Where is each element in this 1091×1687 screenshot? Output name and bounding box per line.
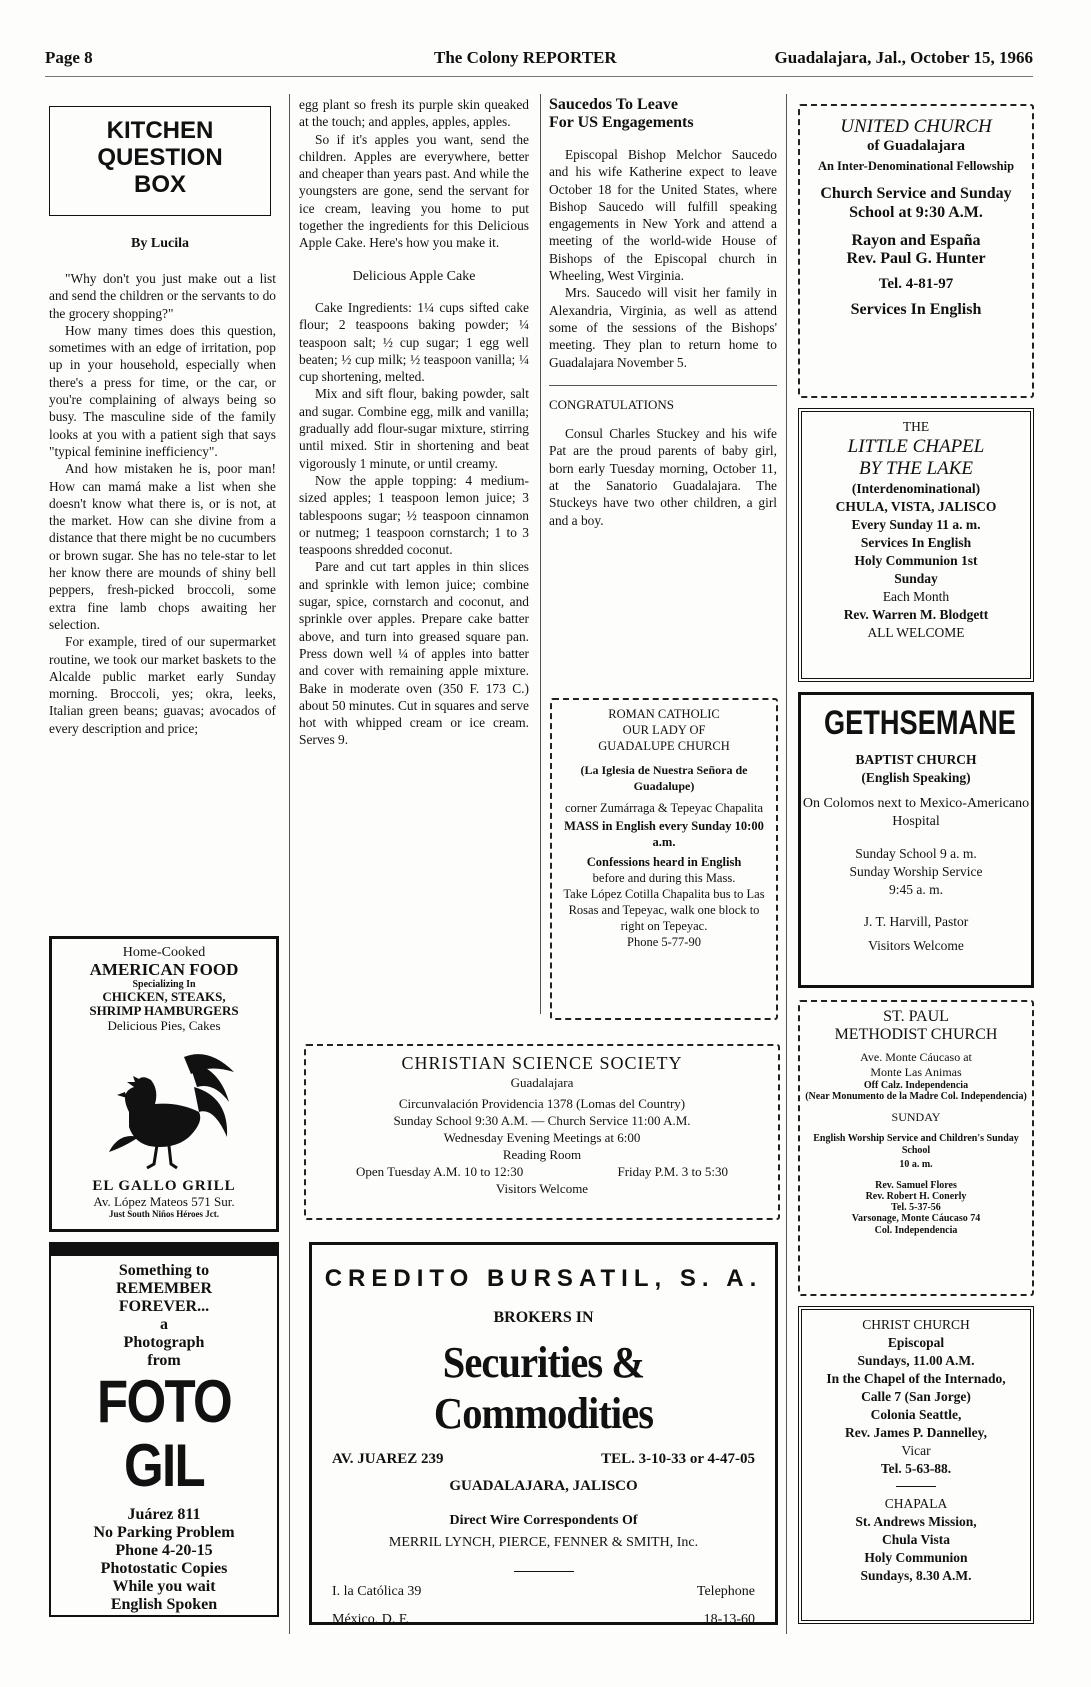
foto-gil-ad (49, 1242, 279, 1617)
credito-name: CREDITO BURSATIL, S. A. (324, 1265, 763, 1292)
article-paragraph: Cake Ingredients: 1¼ cups sifted cake flour; 2 teaspoons baking powder; ¼ teaspoon salt; ½ cup sugar; 1 egg well beaten; ½ cup milk; ½ teaspoon vanilla; ¼ cup shortening, melted. (299, 299, 529, 385)
credito-divider (514, 1571, 574, 1572)
united-rev: Rev. Paul G. Hunter (846, 250, 986, 267)
catholic-confess: Confessions heard in English (586, 855, 742, 869)
stpaul-time: 10 a. m. (899, 1159, 933, 1170)
chapel-eng: Services In English (860, 535, 972, 550)
christ-calle: Calle 7 (San Jorge) (861, 1389, 971, 1404)
stpaul-eng: English Worship Service and Children's Sunday School (813, 1133, 1019, 1156)
article-paragraph: So if it's apples you want, send the children. Apples are everywhere, better and cheaper than years past. And while the youngsters are gone, send the servant for ice cream, leaving you home to put together the ingredients for this Delicious Apple Cake. Here's how you make it. (299, 131, 529, 251)
stpaul-sunday: SUNDAY (891, 1110, 941, 1124)
science-city: Guadalajara (510, 1075, 574, 1090)
stpaul-tel: Tel. 5-37-56 (891, 1202, 941, 1213)
united-sub: An Inter-Denominational Fellowship (817, 159, 1015, 173)
gethsemane-welcome: Visitors Welcome (868, 938, 964, 953)
united-of: of Guadalajara (867, 138, 965, 154)
credito-addr: I. la Católica 39 (332, 1584, 422, 1599)
science-title: CHRISTIAN SCIENCE SOCIETY (401, 1053, 683, 1073)
stpaul-ave: Ave. Monte Cáucaso at (860, 1050, 972, 1064)
chapel-place: CHULA, VISTA, JALISCO (835, 499, 997, 514)
chapel-every: Every Sunday 11 a. m. (851, 517, 981, 532)
foto-line: Juárez 811 (127, 1506, 201, 1523)
christ-title: CHRIST CHURCH (862, 1317, 970, 1332)
gethsemane-eng: (English Speaking) (861, 770, 971, 785)
article-paragraph: Consul Charles Stuckey and his wife Pat are the proud parents of baby girl, born early Tuesday morning, October 11, at the Sanatorio Guadalajara. The Stuckeys have two other children, a girl and a boy. (549, 426, 777, 528)
catholic-line: ROMAN CATHOLIC (608, 707, 720, 721)
column-rule (786, 94, 787, 1634)
credito-securities: Securities & Commodities (433, 1338, 654, 1438)
stpaul-col: Col. Independencia (874, 1225, 958, 1236)
catholic-line: GUADALUPE CHURCH (598, 739, 730, 753)
catholic-line: OUR LADY OF (622, 723, 706, 737)
article-paragraph: "Why don't you just make out a list and send the children or the servants to do the grocery shopping?" (49, 271, 276, 321)
gethsemane-time: 9:45 a. m. (889, 882, 943, 897)
christian-science-ad (304, 1044, 780, 1220)
chapel-inter: (Interdenominational) (851, 481, 981, 496)
chapel-rev: Rev. Warren M. Blodgett (843, 607, 989, 622)
kitchen-title-line: KITCHEN (106, 117, 214, 144)
kitchen-title-line: BOX (133, 171, 186, 198)
chapel-all: ALL WELCOME (867, 625, 965, 640)
science-sched: Sunday School 9:30 A.M. — Church Service 11:00 A.M. (393, 1113, 691, 1128)
united-eng: Services In English (850, 301, 982, 318)
christ-divider (896, 1486, 936, 1487)
christ-rev: Rev. James P. Dannelley, (844, 1425, 987, 1440)
dateline: Guadalajara, Jal., October 15, 1966 (774, 48, 1033, 67)
gethsemane-worship: Sunday Worship Service (849, 864, 983, 879)
foto-line: REMEMBER (116, 1280, 212, 1297)
stpaul-vic: Varsonage, Monte Cáucaso 74 (851, 1213, 981, 1224)
christ-holy: Holy Communion (864, 1550, 968, 1565)
little-chapel-ad (798, 408, 1034, 682)
kitchen-article (49, 270, 276, 737)
christ-epis: Episcopal (887, 1335, 945, 1350)
stpaul-near: (Near Monumento de la Madre Col. Independencia) (805, 1091, 1027, 1102)
credito-brokers: BROKERS IN (493, 1309, 594, 1326)
st-paul-ad (798, 1000, 1034, 1296)
united-church-ad (798, 104, 1034, 398)
foto-line: Photograph (123, 1334, 205, 1351)
gallo-spec: Specializing In (132, 979, 196, 990)
foto-line: While you wait (112, 1578, 216, 1595)
chapel-the: THE (902, 419, 930, 434)
article-paragraph: Mix and sift flour, baking powder, salt and sugar. Combine egg, milk and vanilla; gradually add flour-sugar mixture, stirring until mixed. Stir in shortening and beat vigorously 1 minute, or until creamy. (299, 386, 529, 471)
paper-name: The Colony REPORTER (434, 48, 617, 67)
gethsemane-pastor: J. T. Harvill, Pastor (863, 914, 969, 929)
christ-tel: Tel. 5-63-88. (880, 1461, 952, 1476)
science-fri: Friday P.M. 3 to 5:30 (617, 1164, 728, 1179)
science-visitors: Visitors Welcome (495, 1181, 589, 1196)
catholic-spanish-name: (La Iglesia de Nuestra Señora de Guadalupe) (580, 763, 748, 793)
congrats-title: CONGRATULATIONS (549, 396, 674, 412)
united-title: UNITED CHURCH (840, 116, 992, 137)
foto-line: Something to (118, 1262, 210, 1279)
kitchen-title-box (49, 106, 271, 216)
recipe-article (299, 96, 529, 749)
catholic-phone: Phone 5-77-90 (627, 935, 701, 949)
foto-line: a (160, 1316, 168, 1333)
credito-num: 18-13-60 (703, 1612, 755, 1627)
article-paragraph: Now the apple topping: 4 medium-sized apples; 1 teaspoon lemon juice; 3 tablespoons sugar; ½ teaspoon cinnamon or nutmeg; 1 teaspoon cornstarch; 1 to 3 teaspoons shredded coconut. (299, 472, 529, 558)
foto-line: English Spoken (110, 1596, 218, 1613)
chapel-month: Each Month (882, 589, 950, 604)
christ-chula: Chula Vista (882, 1532, 950, 1547)
catholic-church-ad (550, 698, 778, 1020)
christ-vicar: Vicar (901, 1443, 931, 1458)
headline-line: Saucedos To Leave (549, 96, 678, 113)
gethsemane-sub: BAPTIST CHURCH (855, 752, 977, 767)
gallo-pies: Delicious Pies, Cakes (107, 1018, 221, 1033)
united-addr: Rayon and España (851, 232, 981, 249)
credito-telephone: Telephone (696, 1584, 755, 1599)
credito-city: GUADALAJARA, JALISCO (449, 1478, 638, 1494)
kitchen-byline: By Lucila (131, 236, 189, 251)
foto-line: Phone 4-20-15 (115, 1542, 213, 1559)
christ-sun: Sundays, 8.30 A.M. (860, 1568, 972, 1583)
column-rule (289, 94, 290, 1634)
credito-direct: Direct Wire Correspondents Of (449, 1513, 638, 1528)
gethsemane-school: Sunday School 9 a. m. (855, 846, 977, 861)
credito-tel: TEL. 3-10-33 or 4-47-05 (601, 1451, 755, 1467)
christ-chapala: CHAPALA (884, 1496, 948, 1511)
header-rule (45, 76, 1033, 77)
kitchen-title-line: QUESTION (97, 144, 223, 171)
article-paragraph: Mrs. Saucedo will visit her family in Alexandria, Virginia, as well as attend some of the sessions of the Bishops' meeting. They plan to return home to Guadalajara November 5. (549, 285, 777, 370)
gallo-food: AMERICAN FOOD (89, 960, 239, 979)
gethsemane-title: GETHSEMANE (824, 704, 1016, 742)
gallo-just: Just South Niños Héroes Jct. (108, 1209, 220, 1219)
column-rule (540, 94, 541, 1014)
foto-line: FOREVER... (118, 1298, 210, 1315)
foto-line: from (147, 1352, 181, 1369)
christ-chapel: In the Chapel of the Internado, (826, 1371, 1006, 1386)
chapel-name1: LITTLE CHAPEL (847, 436, 985, 457)
catholic-mass: MASS in English every Sunday 10:00 a.m. (564, 819, 764, 849)
catholic-confess2: before and during this Mass. (592, 871, 736, 885)
article-paragraph: Episcopal Bishop Melchor Saucedo and his wife Katherine expect to leave October 18 for the United States, where Bishop Saucedo will fulfill speaking engagements in New York and attend a meeting of the world-wide House of Bishops of the Episcopal church in Wheeling, West Virginia. (549, 147, 777, 284)
gallo-items: CHICKEN, STEAKS, SHRIMP HAMBURGERS (89, 989, 239, 1018)
science-wed: Wednesday Evening Meetings at 6:00 (443, 1130, 641, 1145)
united-service: Church Service and Sunday School at 9:30 A.M. (820, 185, 1012, 221)
stpaul-off: Off Calz. Independencia (863, 1080, 969, 1091)
credito-av: AV. JUAREZ 239 (332, 1451, 444, 1467)
stpaul-rev2: Rev. Robert H. Conerly (865, 1191, 967, 1202)
article-paragraph: egg plant so fresh its purple skin queaked at the touch; and apples, apples, apples. (299, 97, 529, 130)
christ-church-ad (798, 1306, 1034, 1624)
catholic-bus: Take López Cotilla Chapalita bus to Las Rosas and Tepeyac, walk one block to right on Tepeyac. (563, 887, 765, 933)
gallo-name: EL GALLO GRILL (92, 1178, 236, 1194)
rooster-icon (89, 1042, 239, 1172)
stpaul-title1: ST. PAUL (883, 1008, 949, 1025)
article-paragraph: And how mistaken he is, poor man! How can mamá make a list when she doesn't know what there is, or is not, at the market. How can she divine from a distance that there might be no cucumbers or brown sugar. She has no tele-star to let her know there are mounds of shiny bell peppers, fresh-picked broccoli, some extra fine lamb chops awaiting her selection. (49, 461, 276, 632)
stpaul-rev1: Rev. Samuel Flores (875, 1180, 957, 1191)
chapel-holy: Holy Communion 1st Sunday (854, 553, 978, 586)
recipe-title: Delicious Apple Cake (352, 268, 476, 284)
chapel-name2: BY THE LAKE (858, 458, 974, 479)
gethsemane-loc: On Colomos next to Mexico-Americano Hospital (802, 796, 1030, 829)
foto-line: Photostatic Copies (100, 1560, 228, 1577)
article-paragraph: How many times does this question, sometimes with an edge of irritation, pop up in your household, especially when there's a press for time, or the car, or you're complaining of always being so busy. The masculine side of the family looks at you with a patient sigh that says "typical feminine inefficiency". (49, 322, 276, 459)
saucedo-article (549, 96, 777, 529)
christ-time: Sundays, 11.00 A.M. (857, 1353, 975, 1368)
catholic-addr: corner Zumárraga & Tepeyac Chapalita (564, 801, 764, 815)
gethsemane-ad (798, 692, 1034, 988)
page-number: Page 8 (45, 48, 93, 67)
christ-colonia: Colonia Seattle, (870, 1407, 962, 1422)
credito-mex: México, D. F. (332, 1612, 410, 1627)
stpaul-ave2: Monte Las Animas (870, 1065, 962, 1079)
united-tel: Tel. 4-81-97 (878, 276, 954, 292)
foto-line: No Parking Problem (93, 1524, 235, 1541)
page-header (45, 46, 1033, 70)
gallo-grill-ad (49, 936, 279, 1232)
gallo-addr: Av. López Mateos 571 Sur. (93, 1194, 235, 1209)
science-addr: Circunvalación Providencia 1378 (Lomas del Country) (398, 1096, 686, 1111)
article-paragraph: For example, tired of our supermarket routine, we took our market baskets to the Alcalde public market early Sunday morning. Broccoli, yes; okra, leeks, Italian green beans; guavas; avocados of every description and price; (49, 634, 276, 736)
stpaul-title2: METHODIST CHURCH (834, 1026, 998, 1043)
credito-bursatil-ad (309, 1242, 778, 1625)
headline-line: For US Engagements (549, 114, 694, 131)
science-open: Open Tuesday A.M. 10 to 12:30 (356, 1164, 524, 1179)
science-room: Reading Room (502, 1147, 582, 1162)
christ-mission: St. Andrews Mission, (855, 1514, 977, 1529)
article-paragraph: Pare and cut tart apples in thin slices and sprinkle with lemon juice; combine sugar, spice, cornstarch and coconut, and sprinkle over apples. Prepare cake batter above, and turn into greased square pan. Press down well ¼ of apples into batter and cover with remaining apple mixture. Bake in moderate oven (350 F. 173 C.) about 50 minutes. Cut in squares and serve hot with whipped cream or ice cream. Serves 9. (299, 559, 529, 748)
gallo-home: Home-Cooked (122, 945, 206, 960)
foto-gil-logo: FOTO GIL (97, 1368, 231, 1499)
credito-merril: MERRIL LYNCH, PIERCE, FENNER & SMITH, Inc. (388, 1535, 699, 1550)
